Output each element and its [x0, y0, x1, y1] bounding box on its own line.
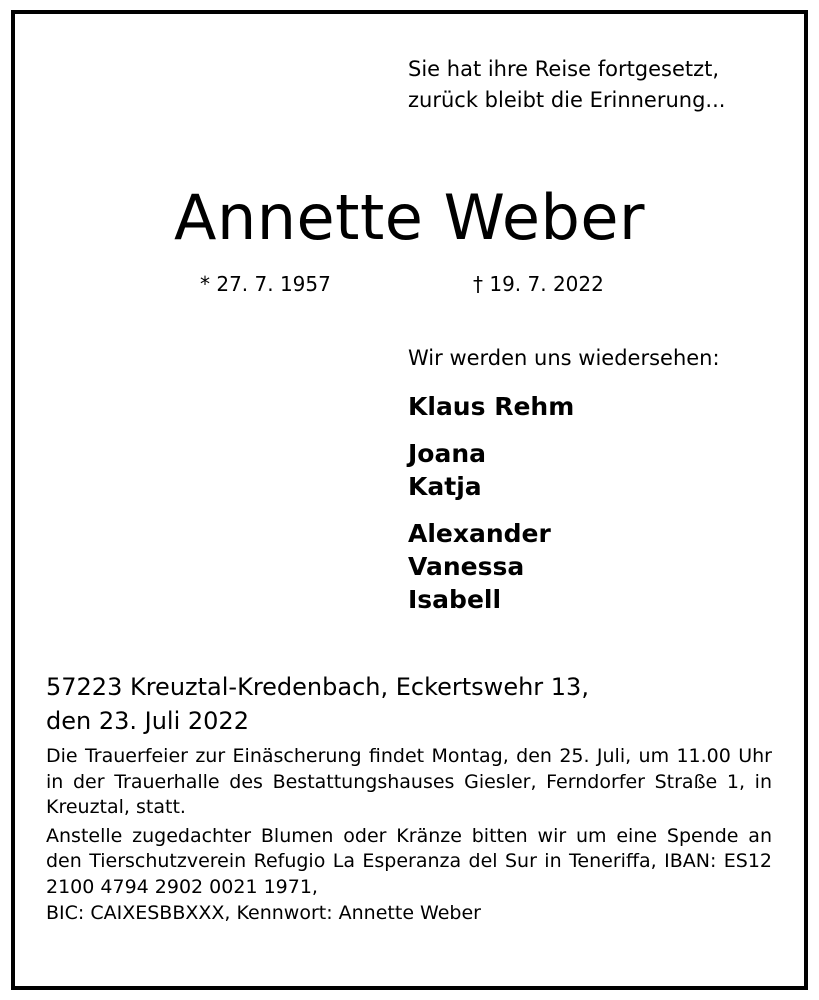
- family-group-2: [408, 437, 574, 503]
- deceased-name: Annette Weber: [174, 181, 645, 254]
- address-block: [46, 670, 589, 738]
- death-date: † 19. 7. 2022: [473, 272, 604, 296]
- notice-text: [46, 744, 772, 929]
- address-line: 57223 Kreuztal-Kredenbach, Eckertswehr 13,: [46, 673, 589, 701]
- family-member: Isabell: [408, 585, 502, 614]
- family-member: Vanessa: [408, 552, 525, 581]
- family-members: [408, 390, 574, 630]
- family-member: Joana: [408, 439, 487, 468]
- date-line: den 23. Juli 2022: [46, 707, 249, 735]
- ceremony-paragraph: Die Trauerfeier zur Einäscherung findet Montag, den 25. Juli, um 11.00 Uhr in der Trauerhalle des Bestattungshauses Giesler, Ferndorfer Straße 1, in Kreuztal, statt.: [46, 745, 772, 819]
- poem-line-2: zurück bleibt die Erinnerung...: [408, 88, 726, 112]
- donation-text: Anstelle zugedachter Blumen oder Kränze bitten wir um eine Spende an den Tierschutzverein Refugio La Esperanza del Sur in Teneriffa, IBAN: ES12 2100 4794 2902 0021 1971,: [46, 824, 772, 898]
- donation-paragraph: [46, 824, 772, 926]
- family-group-1: [408, 390, 574, 423]
- poem-line-1: Sie hat ihre Reise fortgesetzt,: [408, 57, 720, 81]
- farewell-line: Wir werden uns wiedersehen:: [408, 346, 720, 370]
- opening-poem: [408, 54, 725, 116]
- birth-date: * 27. 7. 1957: [200, 272, 331, 296]
- family-member: Katja: [408, 472, 482, 501]
- family-member: Klaus Rehm: [408, 392, 575, 421]
- donation-bank-info: BIC: CAIXESBBXXX, Kennwort: Annette Weber: [46, 901, 481, 924]
- family-group-3: [408, 517, 574, 616]
- family-member: Alexander: [408, 519, 551, 548]
